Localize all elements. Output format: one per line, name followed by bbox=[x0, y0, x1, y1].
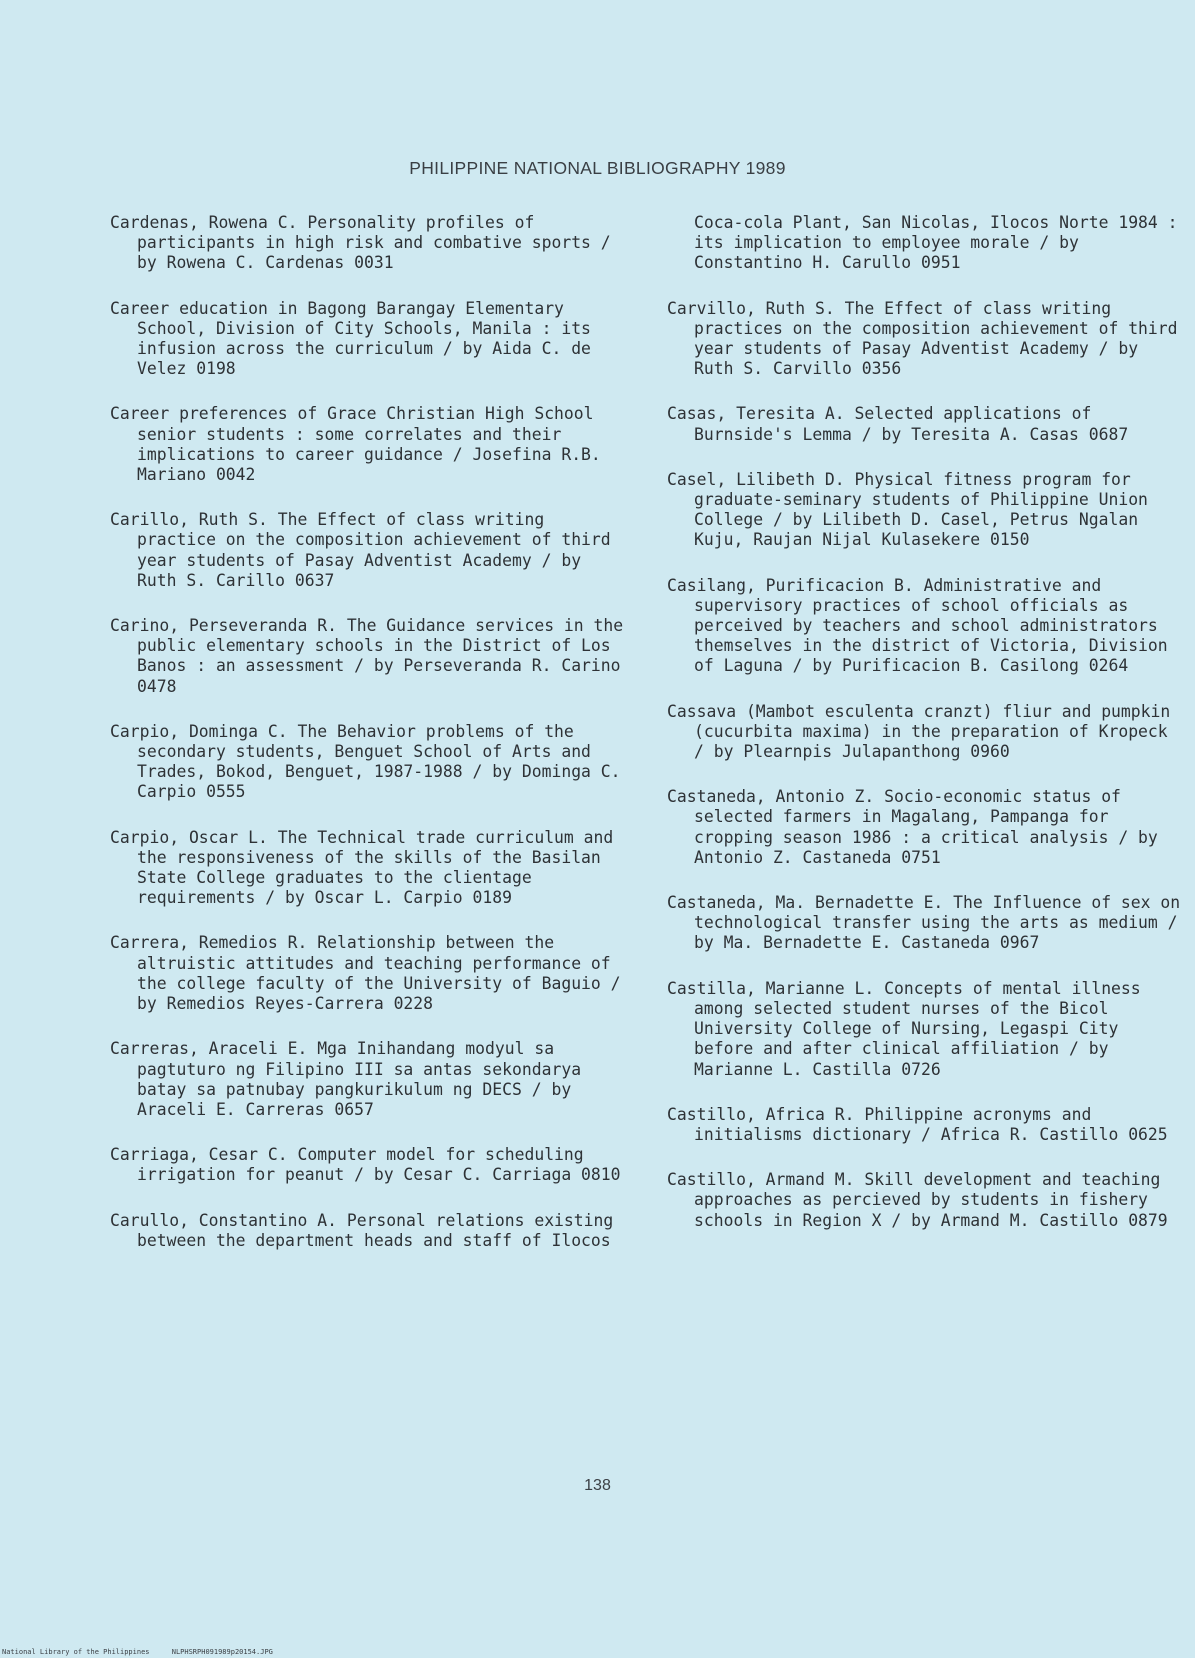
bibliography-entry: Casas, Teresita A. Selected applications of Burnside's Lemma / by Teresita A. Casas 0687 bbox=[667, 404, 1129, 444]
bibliography-entry: Carrera, Remedios R. Relationship between the altruistic attitudes and teaching performance of the college faculty of the University of Baguio / by Remedios Reyes-Carrera 0228 bbox=[110, 933, 631, 1014]
page-title: PHILIPPINE NATIONAL BIBLIOGRAPHY 1989 bbox=[409, 158, 786, 178]
bibliography-entry: Carullo, Constantino A. Personal relations existing between the department heads and staff of Ilocos bbox=[110, 1210, 624, 1250]
bibliography-entry: Carpio, Oscar L. The Technical trade curriculum and the responsiveness of the skills of the Basilan State College graduates to the clientage requirements / by Oscar L. Carpio 0189 bbox=[110, 827, 624, 908]
page-number: 138 bbox=[584, 1477, 611, 1494]
footer-library: National Library of the Philippines bbox=[2, 1648, 150, 1656]
right-column bbox=[667, 213, 1191, 1256]
bibliography-entry: Carino, Perseveranda R. The Guidance services in the public elementary schools in the District of Los Banos : an assessment / by Perseveranda R. Carino 0478 bbox=[110, 616, 634, 696]
bibliography-entry: Casilang, Purificacion B. Administrative and supervisory practices of school officials as perceived by teachers and school administrators themselves in the district of Victoria, Division of Laguna / by Purificacion B. Casilong 0264 bbox=[667, 575, 1178, 676]
bibliography-entry: Cardenas, Rowena C. Personality profiles of participants in high risk and combative sports / by Rowena C. Cardenas 0031 bbox=[110, 213, 621, 273]
bibliography-entry: Carvillo, Ruth S. The Effect of class writing practices on the composition achievement of third year students of Pasay Adventist Academy / by Ruth S. Carvillo 0356 bbox=[667, 298, 1188, 379]
bibliography-entry: Castillo, Africa R. Philippine acronyms and initialisms dictionary / Africa R. Castillo 0625 bbox=[667, 1104, 1168, 1144]
bibliography-entry: Carpio, Dominga C. The Behavior problems of the secondary students, Benguet School of Arts and Trades, Bokod, Benguet, 1987-1988 / by Dominga C. Carpio 0555 bbox=[110, 721, 631, 802]
bibliography-entry: Career education in Bagong Barangay Elementary School, Division of City Schools, Manila : its infusion across the curriculum / by Aida C. de Velez 0198 bbox=[110, 298, 601, 379]
footer-file: NLPHSRPH091989p20154.JPG bbox=[171, 1648, 273, 1656]
scan-footer bbox=[2, 1648, 273, 1656]
bibliography-entry-continuation: Coca-cola Plant, San Nicolas, Ilocos Norte 1984 : its implication to employee morale / by Constantino H. Carullo 0951 bbox=[694, 213, 1188, 273]
bibliography-entry: Carriaga, Cesar C. Computer model for scheduling irrigation for peanut / by Cesar C. Carriaga 0810 bbox=[110, 1145, 621, 1185]
bibliography-entry: Castilla, Marianne L. Concepts of mental illness among selected student nurses of the Bicol University College of Nursing, Legaspi City before and after clinical affiliation / by Marianne L. Castilla 0726 bbox=[667, 978, 1151, 1079]
bibliography-entry: Castaneda, Ma. Bernadette E. The Influence of sex on technological transfer using the arts as medium / by Ma. Bernadette E. Castaneda 0967 bbox=[667, 893, 1191, 953]
bibliography-entry: Castillo, Armand M. Skill development and teaching approaches as percieved by students in fishery schools in Region X / by Armand M. Castillo 0879 bbox=[667, 1170, 1171, 1230]
bibliography-entry: Carreras, Araceli E. Mga Inihandang modyul sa pagtuturo ng Filipino III sa antas sekondarya batay sa patnubay pangkurikulum ng DECS / by Araceli E. Carreras 0657 bbox=[110, 1039, 591, 1119]
bibliography-entry: Cassava (Mambot esculenta cranzt) fliur and pumpkin (cucurbita maxima) in the preparation of Kropeck / by Plearnpis Julapanthong 0960 bbox=[667, 701, 1181, 762]
left-column bbox=[110, 213, 634, 1276]
bibliography-entry: Castaneda, Antonio Z. Socio-economic status of selected farmers in Magalang, Pampanga for cropping season 1986 : a critical analysis / by Antonio Z. Castaneda 0751 bbox=[667, 787, 1168, 867]
bibliography-entry: Carillo, Ruth S. The Effect of class writing practice on the composition achievement of third year students of Pasay Adventist Academy / by Ruth S. Carillo 0637 bbox=[110, 510, 621, 590]
bibliography-entry: Casel, Lilibeth D. Physical fitness program for graduate-seminary students of Philippine Union College / by Lilibeth D. Casel, Petrus Ngalan Kuju, Raujan Nijal Kulasekere 0150 bbox=[667, 469, 1158, 550]
bibliography-entry: Career preferences of Grace Christian High School senior students : some correlates and their implications to career guidance / Josefina R.B. Mariano 0042 bbox=[110, 404, 611, 485]
